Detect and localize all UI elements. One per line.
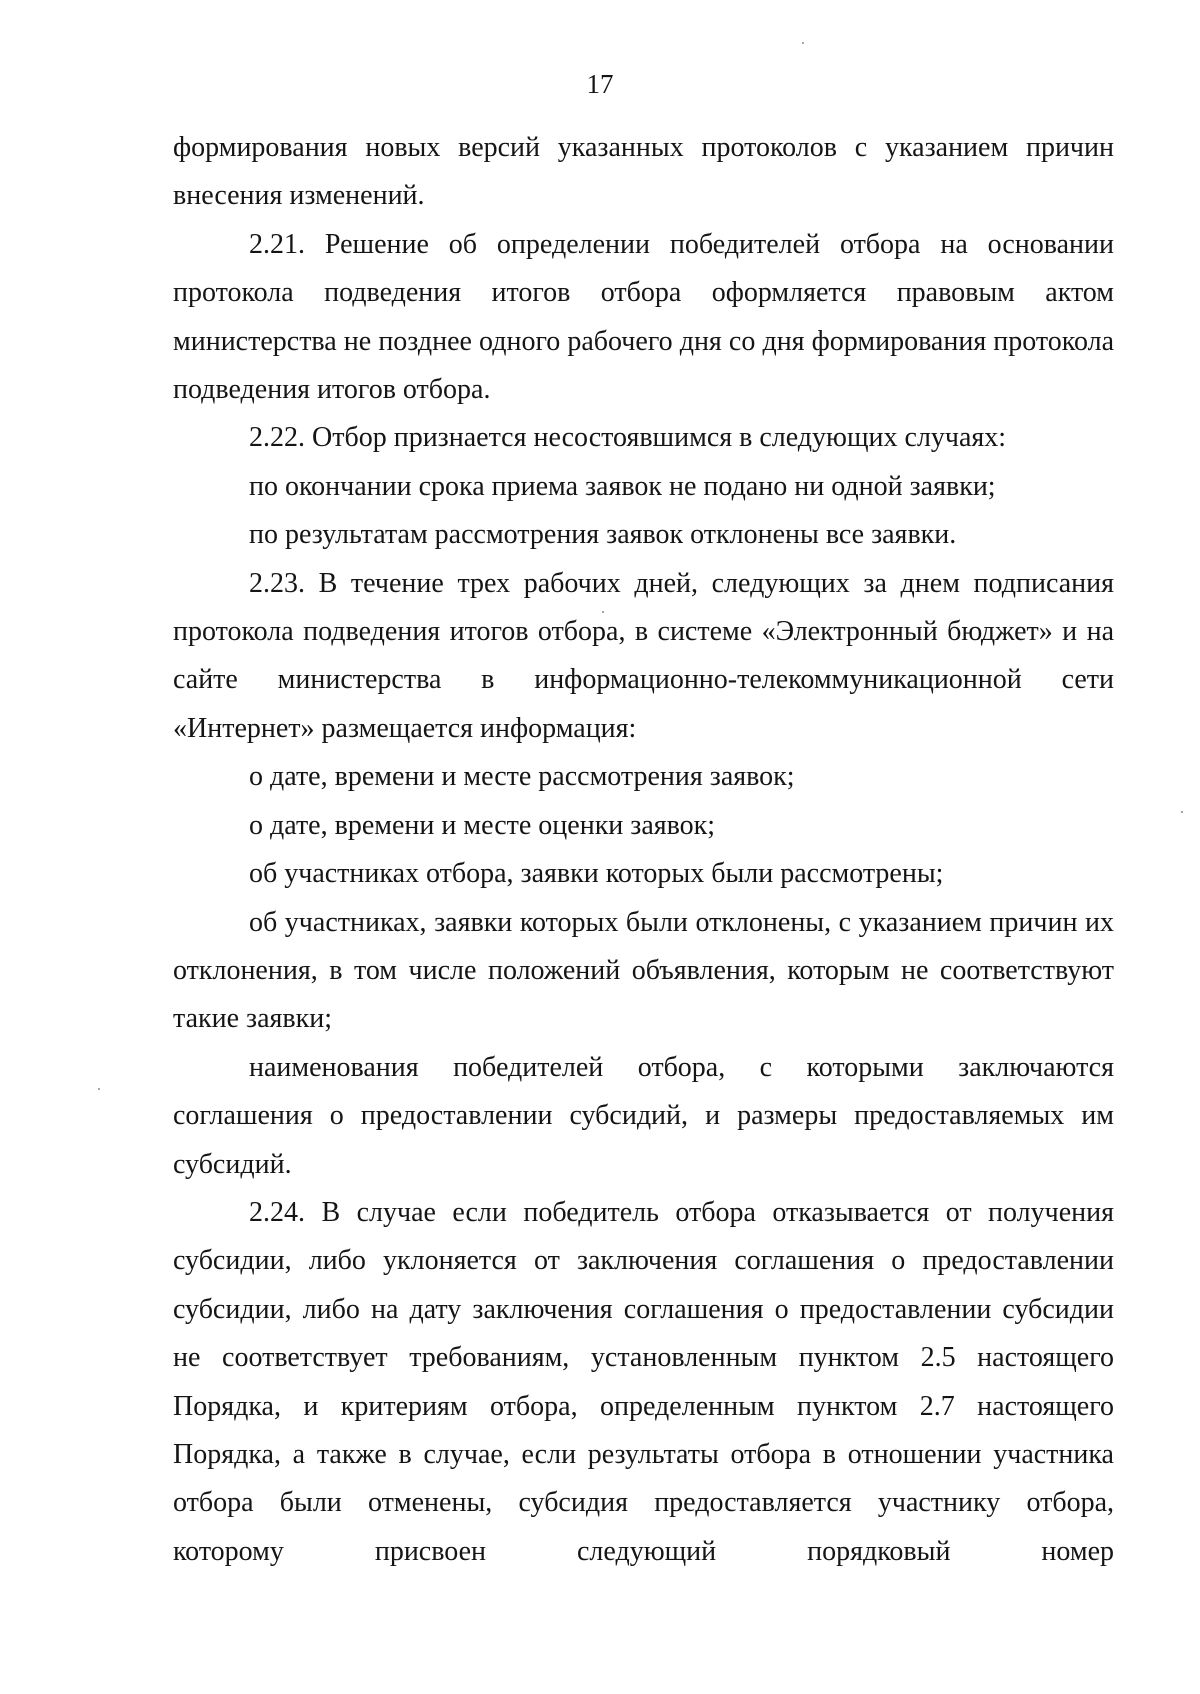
list-item-no-applications: по окончании срока приема заявок не подано ни одной заявки;	[249, 470, 996, 502]
list-item-winners: наименования победителей отбора, с которыми заключаются соглашения о предоставлении субсидий, и размеры предоставляемых им субсидий.	[173, 1051, 1114, 1180]
list-item-evaluation-date: о дате, времени и месте оценки заявок;	[249, 809, 716, 841]
paragraph-2-24: 2.24. В случае если победитель отбора отказывается от получения субсидии, либо уклоняется от заключения соглашения о предоставлении субсидии, либо на дату заключения соглашения о предоставлении субсидии не соответствует требованиям, установленным пунктом 2.5 настоящего Порядка, и критериям отбора, определенным пунктом 2.7 настоящего Порядка, а также в случае, если результаты отбора в отношении участника отбора были отменены, субсидия предоставляется участнику отбора, которому присвоен следующий порядковый номер	[173, 1196, 1114, 1567]
paragraph-2-21: 2.21. Решение об определении победителей отбора на основании протокола подведения итогов отбора оформляется правовым актом министерства не позднее одного рабочего дня со дня формирования протокола подведения итогов отбора.	[173, 228, 1114, 406]
list-item-reviewed-participants: об участниках отбора, заявки которых были рассмотрены;	[249, 858, 944, 890]
scan-speck	[1181, 811, 1183, 813]
scan-speck	[602, 611, 604, 613]
document-body	[173, 124, 1114, 1576]
scan-speck	[802, 42, 804, 44]
list-item-all-rejected: по результатам рассмотрения заявок отклонены все заявки.	[249, 519, 957, 551]
paragraph-continuation: формирования новых версий указанных протоколов с указанием причин внесения изменений.	[173, 132, 1114, 212]
scan-speck	[98, 1088, 100, 1090]
list-item-rejected-participants: об участниках, заявки которых были отклонены, с указанием причин их отклонения, в том числе положений объявления, которым не соответствуют такие заявки;	[173, 906, 1114, 1035]
paragraph-2-23: 2.23. В течение трех рабочих дней, следующих за днем подписания протокола подведения итогов отбора, в системе «Электронный бюджет» и на сайте министерства в информационно-телекоммуникационной сети «Интернет» размещается информация:	[173, 567, 1114, 744]
paragraph-2-22: 2.22. Отбор признается несостоявшимся в следующих случаях:	[249, 422, 1007, 454]
page-number: 17	[586, 69, 614, 99]
list-item-review-date: о дате, времени и месте рассмотрения заявок;	[249, 761, 795, 793]
